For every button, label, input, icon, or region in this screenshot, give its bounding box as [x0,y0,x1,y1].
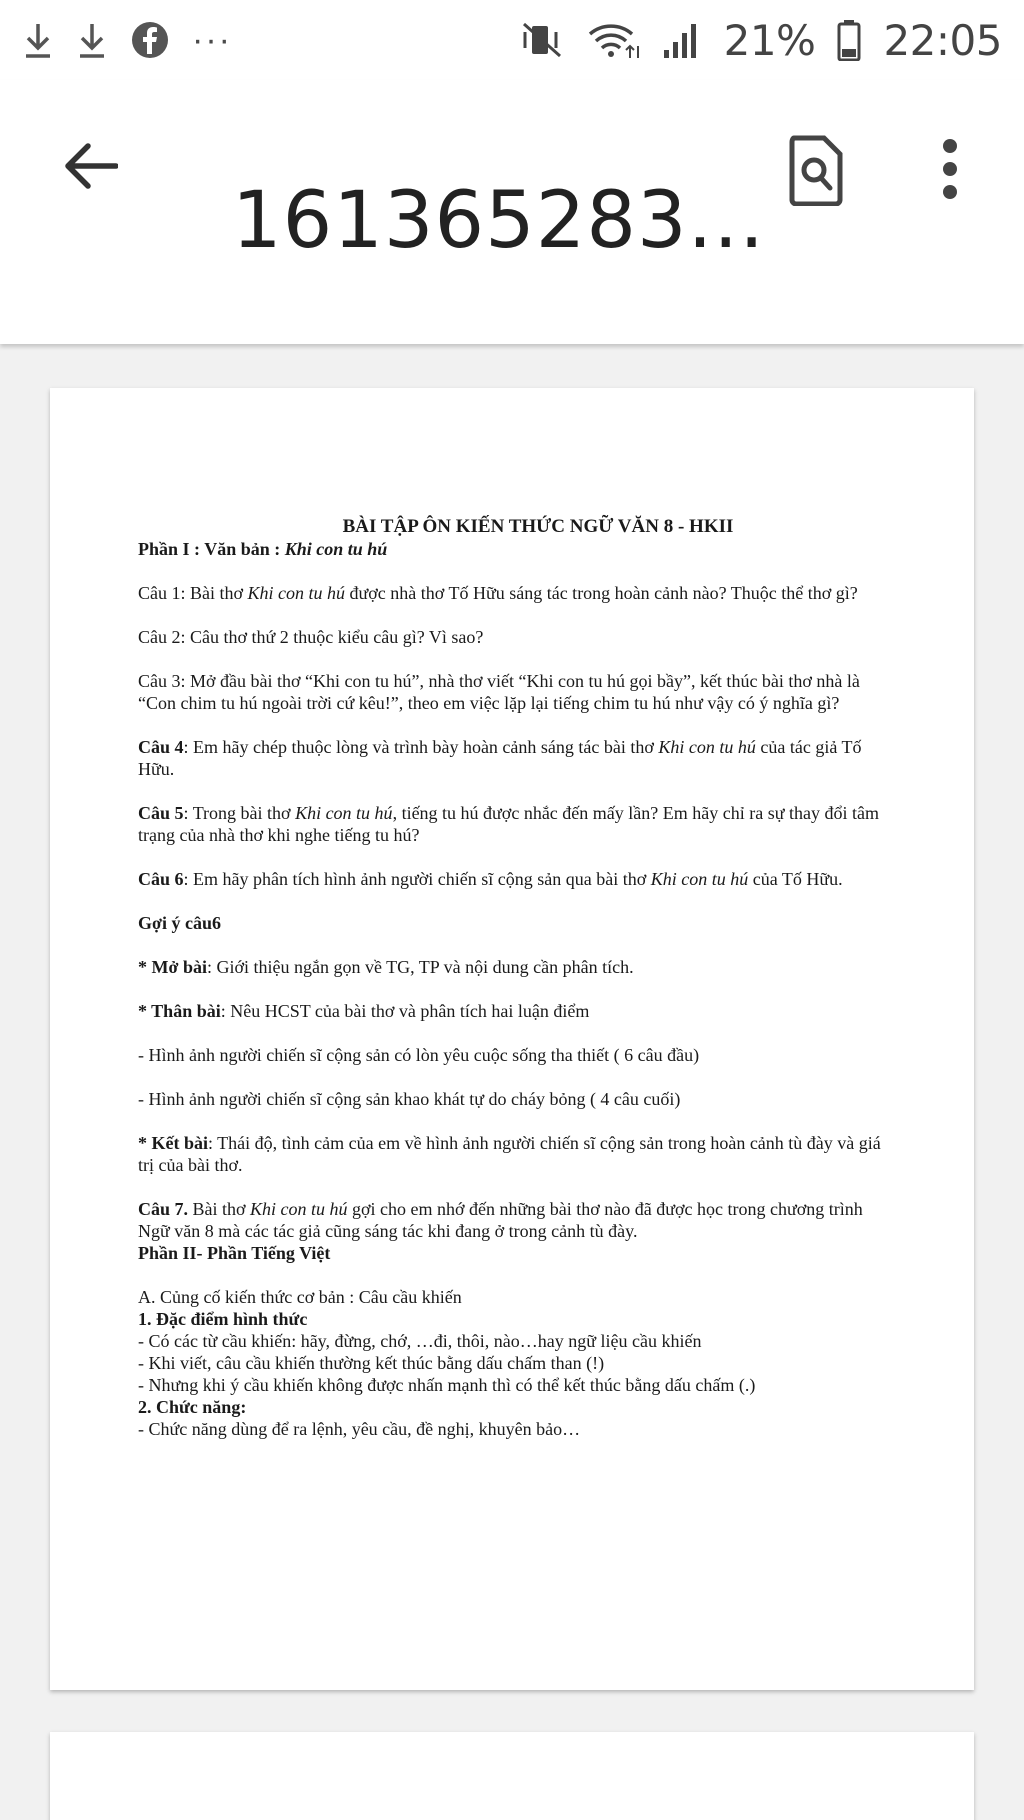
wifi-icon [586,20,640,60]
battery-icon [837,19,861,61]
download-icon [76,20,108,60]
status-right [520,16,1002,65]
back-button[interactable] [58,134,122,198]
hint-point-2: - Hình ảnh người chiến sĩ cộng sản khao khát tự do cháy bỏng ( 4 câu cuối) [138,1089,681,1109]
hint-heading: Gợi ý câu6 [138,913,221,933]
more-vert-icon [930,136,970,216]
question-7: Câu 7. Bài thơ Khi con tu hú gợi cho em nhớ đến những bài thơ nào đã được học trong chương trình Ngữ văn 8 mà các tác giả cũng sáng tác khi đang ở trong cảnh tù đày. [138,1199,863,1241]
find-in-page-button[interactable] [788,134,852,210]
app-bar [0,80,1024,344]
vibrate-mute-icon [520,20,564,60]
question-3: Câu 3: Mở đầu bài thơ “Khi con tu hú”, nhà thơ viết “Khi con tu hú gọi bầy”, kết thúc bài thơ nhà là “Con chim tu hú ngoài trời cứ kêu!”, theo em việc lặp lại tiếng chim tu hú như vậy có ý nghĩa gì? [138,671,860,713]
form-item-2: - Khi viết, câu cầu khiến thường kết thúc bằng dấu chấm than (!) [138,1353,605,1373]
hint-conclusion: * Kết bài: Thái độ, tình cảm của em về hình ảnh người chiến sĩ cộng sản trong hoàn cảnh tù đày và giá trị của bài thơ. [138,1133,881,1175]
hint-body: * Thân bài: Nêu HCST của bài thơ và phân tích hai luận điểm [138,1001,590,1021]
function-item-1: - Chức năng dùng để ra lệnh, yêu cầu, đề nghị, khuyên bảo… [138,1419,581,1439]
signal-icon [662,20,702,60]
form-item-3: - Nhưng khi ý cầu khiến không được nhấn mạnh thì có thể kết thúc bằng dấu chấm (.) [138,1375,756,1395]
hint-point-1: - Hình ảnh người chiến sĩ cộng sản có lòn yêu cuộc sống tha thiết ( 6 câu đầu) [138,1045,700,1065]
question-6: Câu 6: Em hãy phân tích hình ảnh người chiến sĩ cộng sản qua bài thơ Khi con tu hú của Tố Hữu. [138,869,843,889]
section-a: A. Củng cố kiến thức cơ bản : Câu cầu khiến [138,1287,462,1307]
doc-heading: BÀI TẬP ÔN KIẾN THỨC NGỮ VĂN 8 - HKII [342,516,734,537]
overflow-menu-button[interactable] [930,136,970,216]
pdf-page-next[interactable] [50,1732,974,1820]
page-content [138,516,898,1440]
facebook-icon [130,20,170,60]
question-5: Câu 5: Trong bài thơ Khi con tu hú, tiếng tu hú được nhắc đến mấy lần? Em hãy chỉ ra sự thay đổi tâm trạng của nhà thơ khi nghe tiếng tu hú? [138,803,879,845]
battery-percent: 21% [723,15,816,65]
form-item-1: - Có các từ cầu khiến: hãy, đừng, chớ, …đi, thôi, nào…hay ngữ liệu cầu khiến [138,1331,702,1351]
question-4: Câu 4: Em hãy chép thuộc lòng và trình bày hoàn cảnh sáng tác bài thơ Khi con tu hú của tác giả Tố Hữu. [138,737,862,779]
part1-heading: Phần I : Văn bản : Khi con tu hú [138,539,388,559]
question-1: Câu 1: Bài thơ Khi con tu hú được nhà thơ Tố Hữu sáng tác trong hoàn cảnh nào? Thuộc thể thơ gì? [138,583,858,603]
document-title: 161365283... [232,176,766,266]
hint-intro: * Mở bài: Giới thiệu ngắn gọn về TG, TP và nội dung cần phân tích. [138,957,634,977]
heading-form: 1. Đặc điểm hình thức [138,1309,308,1329]
status-bar [0,0,1024,80]
heading-function: 2. Chức năng: [138,1397,247,1417]
find-in-page-icon [788,134,844,206]
more-notifications: ··· [192,20,232,59]
pdf-page[interactable] [50,388,974,1690]
status-left [22,20,232,60]
arrow-back-icon [62,142,118,190]
question-2: Câu 2: Câu thơ thứ 2 thuộc kiểu câu gì? Vì sao? [138,627,484,647]
clock: 22:05 [883,15,1002,65]
part2-heading: Phần II- Phần Tiếng Việt [138,1243,331,1263]
download-icon [22,20,54,60]
